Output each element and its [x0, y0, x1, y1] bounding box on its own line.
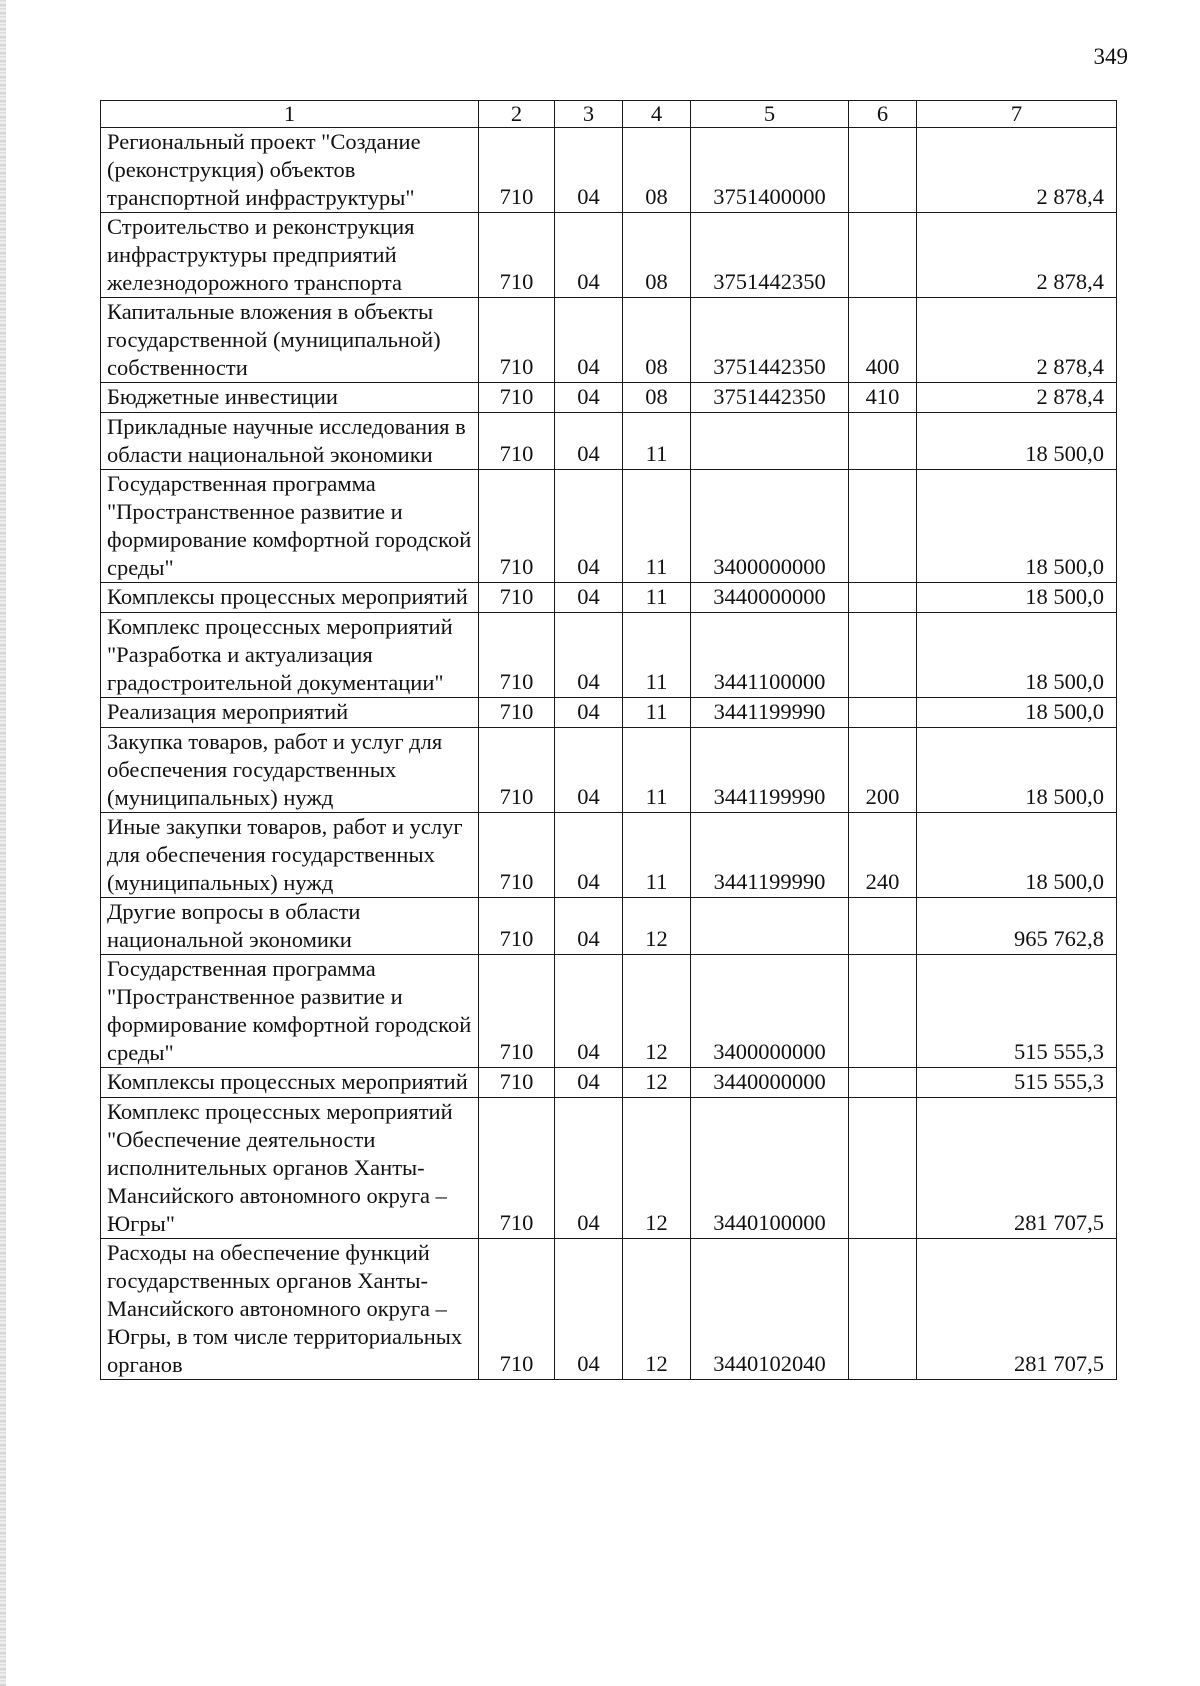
- expense-type-code: 200: [849, 728, 917, 813]
- row-name: Комплекс процессных мероприятий "Обеспечение деятельности исполнительных органов Ханты-Мансийского автономного округа – Югры": [101, 1098, 479, 1239]
- section-code: 04: [555, 298, 623, 383]
- subsection-code: 11: [623, 413, 691, 470]
- admin-code: 710: [479, 955, 555, 1068]
- target-article-code: [691, 898, 849, 955]
- section-code: 04: [555, 128, 623, 213]
- section-code: 04: [555, 1098, 623, 1239]
- table-row: [101, 470, 1117, 583]
- expense-type-code: [849, 413, 917, 470]
- subsection-code: 08: [623, 298, 691, 383]
- row-name: Государственная программа "Пространственное развитие и формирование комфортной городской среды": [101, 470, 479, 583]
- column-header-1: 1: [101, 101, 479, 128]
- subsection-code: 12: [623, 898, 691, 955]
- subsection-code: 12: [623, 1098, 691, 1239]
- admin-code: 710: [479, 1098, 555, 1239]
- row-name: Расходы на обеспечение функций государственных органов Ханты-Мансийского автономного округа – Югры, в том числе территориальных органов: [101, 1239, 479, 1380]
- table-row: [101, 728, 1117, 813]
- target-article-code: 3440000000: [691, 583, 849, 613]
- amount: 18 500,0: [917, 698, 1117, 728]
- table-row: [101, 298, 1117, 383]
- column-header-6: 6: [849, 101, 917, 128]
- subsection-code: 08: [623, 213, 691, 298]
- expense-type-code: [849, 1068, 917, 1098]
- row-name: Государственная программа "Пространственное развитие и формирование комфортной городской среды": [101, 955, 479, 1068]
- section-code: 04: [555, 383, 623, 413]
- target-article-code: 3400000000: [691, 470, 849, 583]
- section-code: 04: [555, 613, 623, 698]
- admin-code: 710: [479, 698, 555, 728]
- amount: 281 707,5: [917, 1239, 1117, 1380]
- column-header-5: 5: [691, 101, 849, 128]
- subsection-code: 12: [623, 955, 691, 1068]
- admin-code: 710: [479, 413, 555, 470]
- subsection-code: 08: [623, 128, 691, 213]
- amount: 281 707,5: [917, 1098, 1117, 1239]
- section-code: 04: [555, 1068, 623, 1098]
- table-row: [101, 955, 1117, 1068]
- subsection-code: 11: [623, 698, 691, 728]
- amount: 18 500,0: [917, 813, 1117, 898]
- expense-type-code: [849, 1098, 917, 1239]
- subsection-code: 12: [623, 1239, 691, 1380]
- target-article-code: 3441199990: [691, 698, 849, 728]
- row-name: Другие вопросы в области национальной экономики: [101, 898, 479, 955]
- amount: 18 500,0: [917, 583, 1117, 613]
- expense-type-code: [849, 898, 917, 955]
- subsection-code: 11: [623, 728, 691, 813]
- admin-code: 710: [479, 813, 555, 898]
- table-row: [101, 1098, 1117, 1239]
- table-row: [101, 613, 1117, 698]
- target-article-code: 3751442350: [691, 298, 849, 383]
- admin-code: 710: [479, 1068, 555, 1098]
- budget-table: [100, 100, 1117, 1380]
- admin-code: 710: [479, 1239, 555, 1380]
- admin-code: 710: [479, 728, 555, 813]
- target-article-code: 3400000000: [691, 955, 849, 1068]
- admin-code: 710: [479, 613, 555, 698]
- section-code: 04: [555, 813, 623, 898]
- target-article-code: [691, 413, 849, 470]
- row-name: Бюджетные инвестиции: [101, 383, 479, 413]
- target-article-code: 3751400000: [691, 128, 849, 213]
- section-code: 04: [555, 728, 623, 813]
- table-row: [101, 413, 1117, 470]
- admin-code: 710: [479, 298, 555, 383]
- amount: 18 500,0: [917, 470, 1117, 583]
- expense-type-code: [849, 213, 917, 298]
- header-row: [101, 101, 1117, 128]
- expense-type-code: 240: [849, 813, 917, 898]
- section-code: 04: [555, 955, 623, 1068]
- amount: 515 555,3: [917, 1068, 1117, 1098]
- table-body: [101, 128, 1117, 1380]
- row-name: Комплекс процессных мероприятий "Разработка и актуализация градостроительной документации": [101, 613, 479, 698]
- subsection-code: 12: [623, 1068, 691, 1098]
- target-article-code: 3441100000: [691, 613, 849, 698]
- scan-edge: [0, 0, 6, 1686]
- amount: 18 500,0: [917, 613, 1117, 698]
- section-code: 04: [555, 413, 623, 470]
- subsection-code: 11: [623, 583, 691, 613]
- expense-type-code: [849, 128, 917, 213]
- table-row: [101, 1239, 1117, 1380]
- amount: 2 878,4: [917, 298, 1117, 383]
- admin-code: 710: [479, 128, 555, 213]
- admin-code: 710: [479, 470, 555, 583]
- subsection-code: 11: [623, 813, 691, 898]
- budget-table-container: [100, 100, 1116, 1380]
- amount: 2 878,4: [917, 128, 1117, 213]
- table-row: [101, 898, 1117, 955]
- expense-type-code: [849, 1239, 917, 1380]
- section-code: 04: [555, 898, 623, 955]
- column-header-4: 4: [623, 101, 691, 128]
- expense-type-code: [849, 470, 917, 583]
- amount: 515 555,3: [917, 955, 1117, 1068]
- table-row: [101, 213, 1117, 298]
- table-header: [101, 101, 1117, 128]
- amount: 965 762,8: [917, 898, 1117, 955]
- subsection-code: 11: [623, 470, 691, 583]
- expense-type-code: [849, 955, 917, 1068]
- row-name: Региональный проект "Создание (реконструкция) объектов транспортной инфраструктуры": [101, 128, 479, 213]
- expense-type-code: [849, 613, 917, 698]
- target-article-code: 3441199990: [691, 728, 849, 813]
- table-row: [101, 383, 1117, 413]
- row-name: Капитальные вложения в объекты государственной (муниципальной) собственности: [101, 298, 479, 383]
- subsection-code: 11: [623, 613, 691, 698]
- admin-code: 710: [479, 898, 555, 955]
- table-row: [101, 128, 1117, 213]
- section-code: 04: [555, 213, 623, 298]
- row-name: Закупка товаров, работ и услуг для обеспечения государственных (муниципальных) нужд: [101, 728, 479, 813]
- section-code: 04: [555, 470, 623, 583]
- amount: 2 878,4: [917, 213, 1117, 298]
- column-header-7: 7: [917, 101, 1117, 128]
- target-article-code: 3751442350: [691, 213, 849, 298]
- expense-type-code: [849, 583, 917, 613]
- row-name: Комплексы процессных мероприятий: [101, 583, 479, 613]
- row-name: Комплексы процессных мероприятий: [101, 1068, 479, 1098]
- amount: 18 500,0: [917, 728, 1117, 813]
- admin-code: 710: [479, 213, 555, 298]
- row-name: Прикладные научные исследования в области национальной экономики: [101, 413, 479, 470]
- column-header-2: 2: [479, 101, 555, 128]
- target-article-code: 3440102040: [691, 1239, 849, 1380]
- table-row: [101, 583, 1117, 613]
- row-name: Иные закупки товаров, работ и услуг для обеспечения государственных (муниципальных) нужд: [101, 813, 479, 898]
- expense-type-code: [849, 698, 917, 728]
- admin-code: 710: [479, 583, 555, 613]
- amount: 2 878,4: [917, 383, 1117, 413]
- table-row: [101, 698, 1117, 728]
- section-code: 04: [555, 698, 623, 728]
- target-article-code: 3440000000: [691, 1068, 849, 1098]
- table-row: [101, 813, 1117, 898]
- row-name: Строительство и реконструкция инфраструктуры предприятий железнодорожного транспорта: [101, 213, 479, 298]
- section-code: 04: [555, 1239, 623, 1380]
- amount: 18 500,0: [917, 413, 1117, 470]
- target-article-code: 3441199990: [691, 813, 849, 898]
- row-name: Реализация мероприятий: [101, 698, 479, 728]
- subsection-code: 08: [623, 383, 691, 413]
- admin-code: 710: [479, 383, 555, 413]
- section-code: 04: [555, 583, 623, 613]
- column-header-3: 3: [555, 101, 623, 128]
- page-number: 349: [1093, 44, 1128, 69]
- target-article-code: 3440100000: [691, 1098, 849, 1239]
- expense-type-code: 410: [849, 383, 917, 413]
- target-article-code: 3751442350: [691, 383, 849, 413]
- table-row: [101, 1068, 1117, 1098]
- expense-type-code: 400: [849, 298, 917, 383]
